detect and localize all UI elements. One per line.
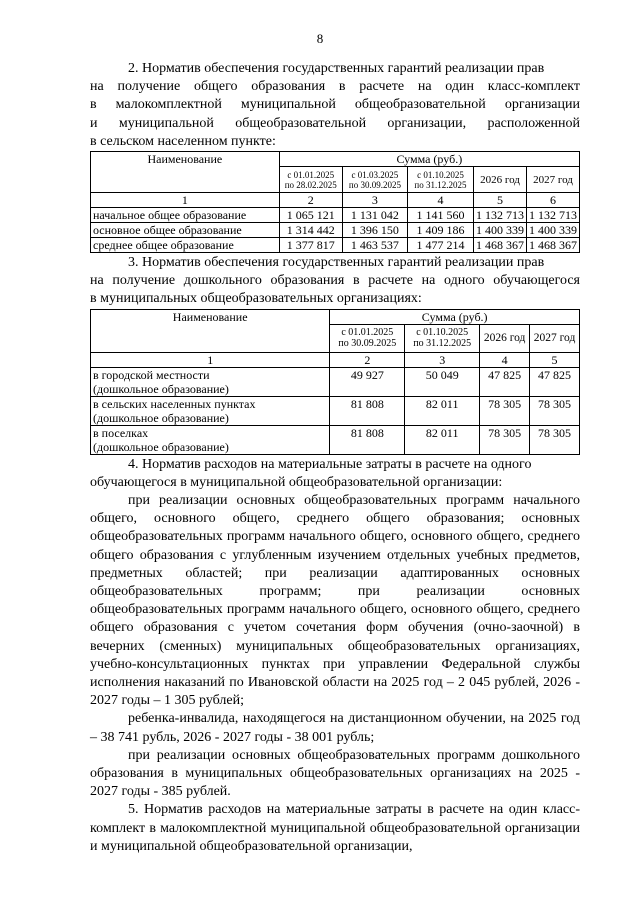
cell-value: 1 400 339 [526, 223, 579, 238]
table-row [91, 238, 580, 253]
cell-value: 82 011 [405, 425, 480, 454]
year-header: 2027 год [526, 167, 579, 193]
cell-value: 82 011 [405, 396, 480, 425]
column-number: 3 [405, 352, 480, 367]
cell-value: 50 049 [405, 367, 480, 396]
column-header-sum: Сумма (руб.) [330, 309, 580, 324]
section-2-line: на получение общего образования в расчете на один класс-комплект [90, 79, 580, 95]
cell-value: 1 314 442 [279, 223, 342, 238]
page-number: 8 [316, 31, 324, 46]
cell-value: 1 409 186 [407, 223, 473, 238]
year-header: 2026 год [480, 324, 530, 352]
column-number: 1 [91, 352, 330, 367]
section-3-line: в муниципальных общеобразовательных организациях: [90, 291, 422, 307]
section-3-heading [90, 254, 580, 309]
year-header: 2027 год [530, 324, 580, 352]
section-4-paragraph: при реализации основных общеобразовательных программ начального общего, основного общего, среднего общего образования; основных общеобразовательных программ начального общего, основного общего, среднего общего образования с углубленным изучением отдельных учебных предметов, предметных областей; при реализации адаптированных основных общеобразовательных программ; при реализации основных общеобразовательных программ начального общего, основного общего, среднего общего образования с учетом сочетания форм обучения (очно-заочной) в вечерних (сменных) муниципальных общеобразовательных организациях, учебно-консультационных пунктах при управлении Федеральной службы исполнения наказаний по Ивановской области на 2025 год – 2 045 рублей, 2026 - 2027 годы – 1 305 рублей; [90, 493, 580, 709]
column-number: 4 [407, 193, 473, 208]
section-2-line: в малокомплектной муниципальной общеобразовательной организации [90, 97, 580, 113]
section-3-line: 3. Норматив обеспечения государственных гарантий реализации прав [128, 255, 545, 271]
period-header: с 01.01.2025 по 28.02.2025 [279, 167, 342, 193]
column-number-row [91, 193, 580, 208]
period-header: с 01.10.2025 по 31.12.2025 [407, 167, 473, 193]
column-number: 4 [480, 352, 530, 367]
year-header: 2026 год [473, 167, 526, 193]
cell-value: 78 305 [530, 425, 580, 454]
column-number: 3 [342, 193, 407, 208]
table-row [91, 223, 580, 238]
table-row [91, 425, 580, 454]
cell-value: 1 131 042 [342, 208, 407, 223]
section-4-line: обучающегося в муниципальной общеобразовательной организации: [90, 474, 503, 490]
cell-value: 1 377 817 [279, 238, 342, 253]
section-3-line: на получение дошкольного образования в расчете на одного обучающегося [90, 273, 580, 289]
period-header: с 01.01.2025 по 30.09.2025 [330, 324, 405, 352]
section-2-heading [90, 60, 580, 151]
column-header-sum: Сумма (руб.) [279, 152, 579, 167]
section-2-line: в сельском населенном пункте: [90, 133, 276, 149]
cell-value: 78 305 [480, 425, 530, 454]
row-name: начальное общее образование [91, 208, 280, 223]
section-2-line: 2. Норматив обеспечения государственных гарантий реализации прав [128, 61, 545, 76]
table-preschool-education [90, 309, 580, 455]
cell-value: 81 808 [330, 396, 405, 425]
table-row [91, 208, 580, 223]
column-header-name: Наименование [91, 309, 330, 352]
section-4 [90, 456, 580, 802]
row-name: в городской местности (дошкольное образование) [91, 367, 330, 396]
cell-value: 1 396 150 [342, 223, 407, 238]
cell-value: 78 305 [530, 396, 580, 425]
cell-value: 1 141 560 [407, 208, 473, 223]
document-body [90, 60, 580, 856]
column-number: 1 [91, 193, 280, 208]
cell-value: 1 400 339 [473, 223, 526, 238]
cell-value: 47 825 [530, 367, 580, 396]
cell-value: 1 468 367 [526, 238, 579, 253]
column-number: 2 [279, 193, 342, 208]
cell-value: 47 825 [480, 367, 530, 396]
cell-value: 78 305 [480, 396, 530, 425]
section-4-paragraph: при реализации основных общеобразовательных программ дошкольного образования в муниципальных общеобразовательных организациях на 2025 - 2027 годы - 385 рублей. [90, 747, 580, 800]
column-number-row [91, 352, 580, 367]
table-row [91, 367, 580, 396]
cell-value: 1 463 537 [342, 238, 407, 253]
cell-value: 1 477 214 [407, 238, 473, 253]
row-name: основное общее образование [91, 223, 280, 238]
section-5-paragraph: 5. Норматив расходов на материальные затраты в расчете на один класс-комплект в малокомплектной муниципальной общеобразовательной организации и муниципальной общеобразовательной организации, [90, 802, 580, 854]
cell-value: 1 132 713 [526, 208, 579, 223]
column-number: 5 [473, 193, 526, 208]
section-2-line: и муниципальной общеобразовательной организации, расположенной [90, 115, 580, 131]
column-header-name: Наименование [91, 152, 280, 193]
cell-value: 81 808 [330, 425, 405, 454]
cell-value: 49 927 [330, 367, 405, 396]
section-4-line: 4. Норматив расходов на материальные затраты в расчете на одного [128, 456, 532, 472]
cell-value: 1 468 367 [473, 238, 526, 253]
period-header: с 01.10.2025 по 31.12.2025 [405, 324, 480, 352]
cell-value: 1 132 713 [473, 208, 526, 223]
section-4-paragraph: ребенка-инвалида, находящегося на дистанционном обучении, на 2025 год – 38 741 рубль, 2026 - 2027 годы - 38 001 рубль; [90, 711, 580, 745]
cell-value: 1 065 121 [279, 208, 342, 223]
row-name: в поселках (дошкольное образование) [91, 425, 330, 454]
row-name: среднее общее образование [91, 238, 280, 253]
column-number: 2 [330, 352, 405, 367]
table-general-education [90, 151, 580, 253]
table-row [91, 396, 580, 425]
section-5 [90, 801, 580, 856]
row-name: в сельских населенных пунктах (дошкольное образование) [91, 396, 330, 425]
column-number: 6 [526, 193, 579, 208]
column-number: 5 [530, 352, 580, 367]
period-header: с 01.03.2025 по 30.09.2025 [342, 167, 407, 193]
